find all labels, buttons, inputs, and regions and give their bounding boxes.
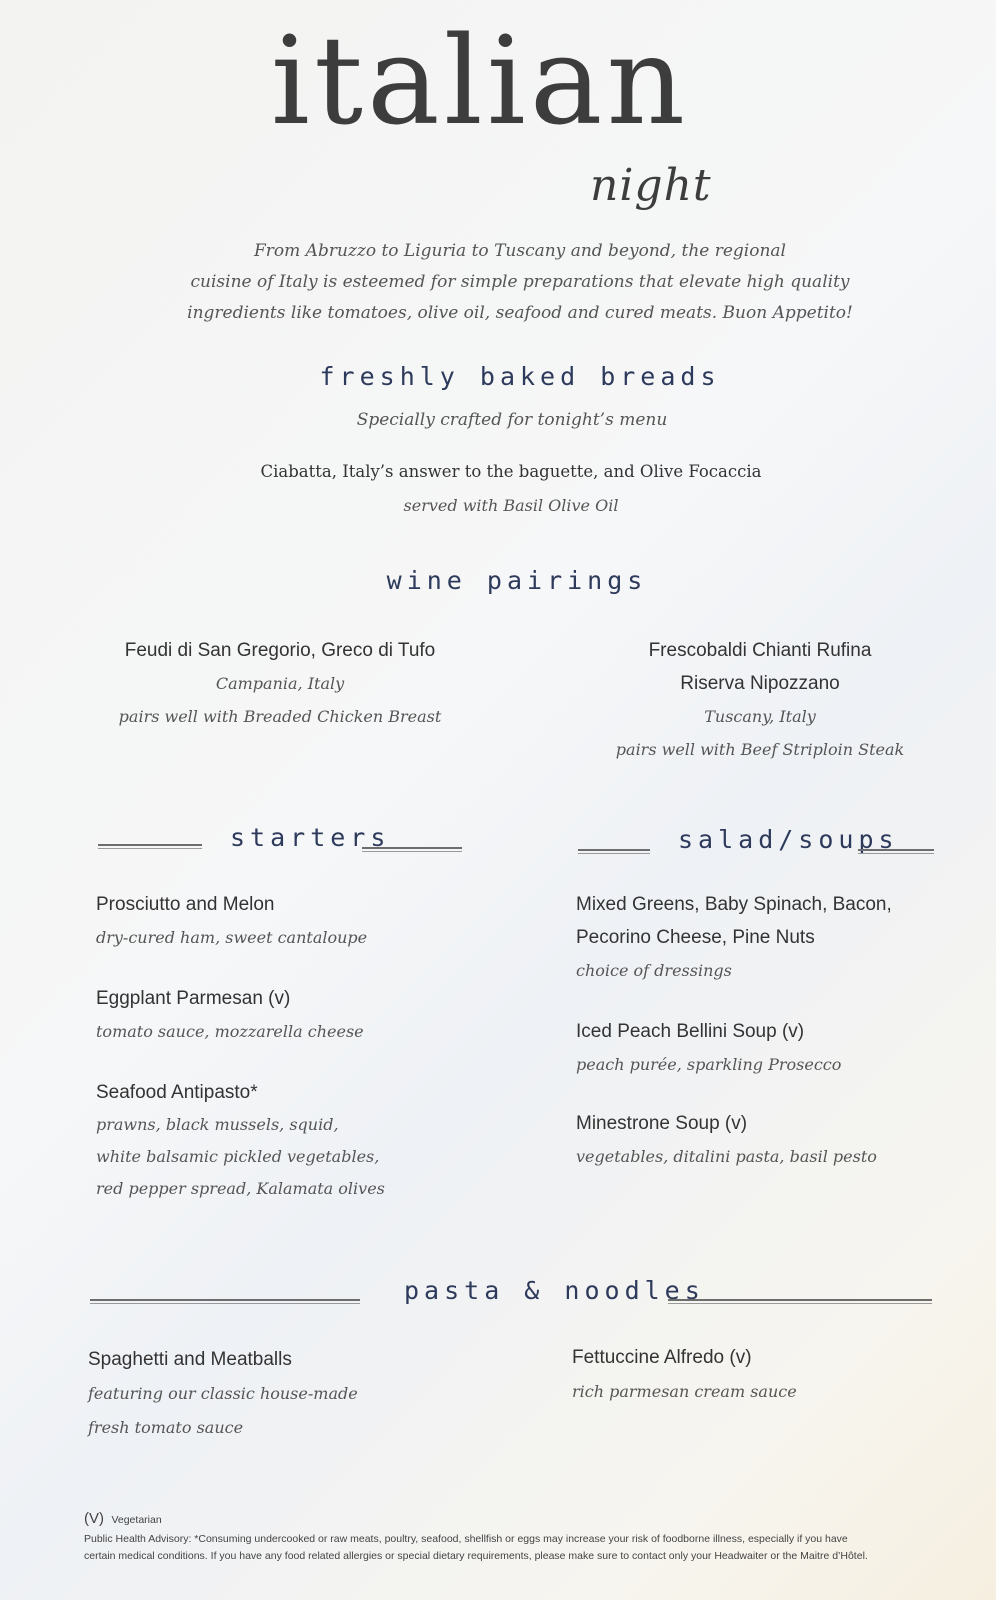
wine-left-region: Campania, Italy [215,674,345,693]
wine-right [560,634,960,766]
intro-line: cuisine of Italy is esteemed for simple preparations that elevate high quality [190,272,850,292]
soup-name: Minestrone Soup (v) [576,1113,748,1134]
starter-desc: white balsamic pickled vegetables, [96,1147,380,1166]
starters-rule-left [98,844,202,849]
wine-left-pairing: pairs well with Breaded Chicken Breast [118,707,442,726]
salad-name: Pecorino Cheese, Pine Nuts [576,927,815,948]
wine-right-region: Tuscany, Italy [704,707,816,726]
starters-rule-right [362,847,462,852]
wine-heading: wine pairings [386,566,648,595]
pasta-rule-right [668,1299,932,1304]
breads-desc: served with Basil Olive Oil [403,496,619,515]
health-advisory-line: certain medical conditions. If you have any food related allergies or special dietary requirements, please make sure to contact only your Headwaiter or the Maitre d’Hôtel. [84,1550,868,1562]
menu-title: italian [270,10,690,152]
wine-right-name-2: Riserva Nipozzano [680,673,840,694]
wine-left-name: Feudi di San Gregorio, Greco di Tufo [124,640,436,661]
salad-desc: choice of dressings [576,961,732,980]
list-item [96,1076,385,1205]
breads-tagline: Specially crafted for tonight’s menu [356,410,668,430]
salads-rule-left [578,849,650,854]
salads-rule-right [858,849,934,854]
starter-name: Prosciutto and Melon [96,894,275,915]
pasta-rule-left [90,1299,360,1304]
intro-line: From Abruzzo to Liguria to Tuscany and beyond, the regional [254,241,786,261]
pasta-heading: pasta & noodles [404,1276,705,1305]
starter-desc: prawns, black mussels, squid, [96,1115,339,1134]
legend-text: Vegetarian [111,1514,162,1526]
wine-right-name-1: Frescobaldi Chianti Rufina [648,640,872,661]
starter-name: Eggplant Parmesan (v) [96,988,291,1009]
list-item [576,1107,892,1173]
starters-list [96,888,385,1205]
salads-heading: salad/soups [678,825,899,854]
vegetarian-legend [84,1510,162,1528]
intro-text [150,236,890,329]
pasta-desc: rich parmesan cream sauce [572,1382,797,1401]
soup-desc: peach purée, sparkling Prosecco [576,1055,842,1074]
wine-right-pairing: pairs well with Beef Striploin Steak [615,740,905,759]
list-item [96,982,385,1048]
salad-name: Mixed Greens, Baby Spinach, Bacon, [576,894,892,915]
list-item [96,888,385,954]
pasta-desc: fresh tomato sauce [88,1418,244,1437]
list-item [576,888,892,987]
starter-desc: tomato sauce, mozzarella cheese [96,1022,364,1041]
breads-heading: freshly baked breads [319,362,721,391]
menu-subtitle: night [590,160,712,211]
intro-line: ingredients like tomatoes, olive oil, seafood and cured meats. Buon Appetito! [187,303,853,323]
wine-left [80,634,480,733]
starters-heading: starters [230,823,391,852]
pasta-name: Fettuccine Alfredo (v) [572,1347,752,1368]
salads-list [576,888,892,1173]
pasta-right [572,1341,797,1409]
starter-desc: dry-cured ham, sweet cantaloupe [96,928,368,947]
pasta-desc: featuring our classic house-made [88,1384,358,1403]
starter-name: Seafood Antipasto* [96,1082,258,1103]
legend-symbol: (V) [84,1510,104,1527]
soup-name: Iced Peach Bellini Soup (v) [576,1021,805,1042]
breads-item: Ciabatta, Italy’s answer to the baguette, and Olive Focaccia [260,462,762,481]
starter-desc: red pepper spread, Kalamata olives [96,1179,385,1198]
health-advisory-line: Public Health Advisory: *Consuming undercooked or raw meats, poultry, seafood, shellfish or eggs may increase your risk of foodborne illness, especially if you have [84,1533,848,1545]
pasta-left [88,1343,358,1445]
list-item [576,1015,892,1081]
soup-desc: vegetables, ditalini pasta, basil pesto [576,1147,877,1166]
pasta-name: Spaghetti and Meatballs [88,1349,292,1370]
